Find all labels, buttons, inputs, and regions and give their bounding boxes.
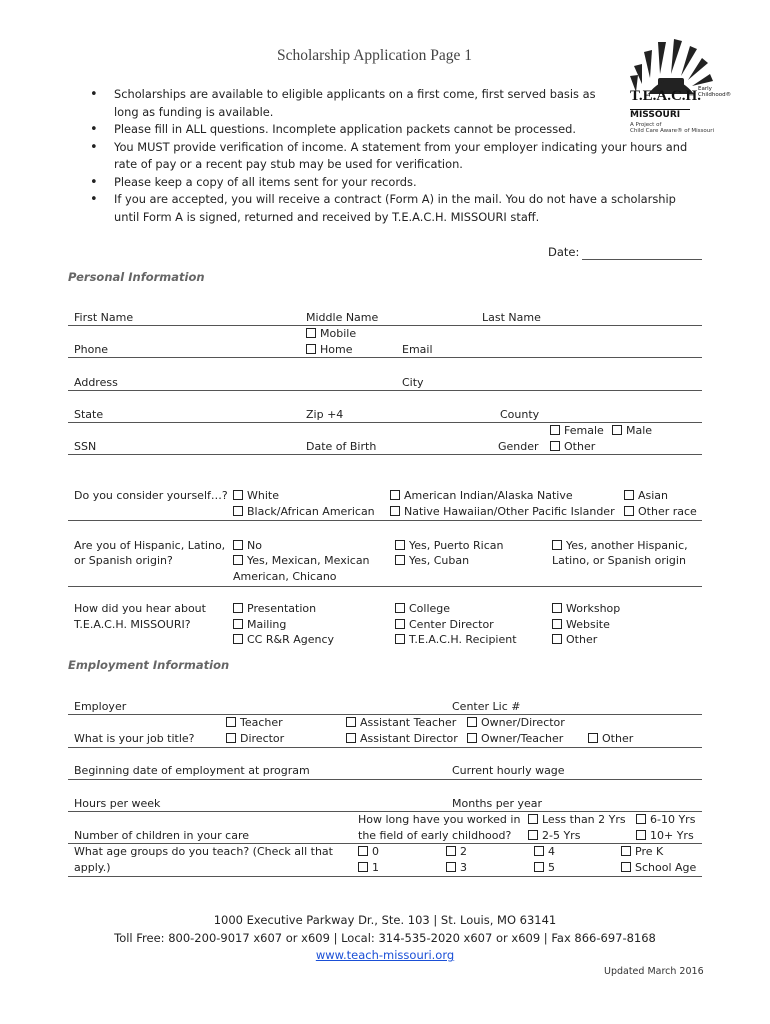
- race-question: Do you consider yourself…?: [74, 489, 228, 502]
- instruction-item: • You MUST provide verification of income. A statement from your employer indicating your hours and rate of pay or a recent pay stub may be used for verification.: [90, 139, 700, 174]
- gender-other-checkbox[interactable]: Other: [550, 440, 595, 453]
- job-title-row-line: [68, 747, 702, 748]
- pre-k-checkbox[interactable]: Pre K: [621, 845, 663, 858]
- employer-row-line[interactable]: [68, 714, 702, 715]
- hours-week-label: Hours per week: [74, 797, 161, 810]
- city-label: City: [402, 376, 424, 389]
- hispanic-cuban-checkbox[interactable]: Yes, Cuban: [395, 554, 469, 567]
- employment-info-heading: Employment Information: [68, 658, 230, 672]
- hispanic-another-checkbox[interactable]: Yes, another Hispanic,: [552, 539, 688, 552]
- age-4-checkbox[interactable]: 4: [534, 845, 555, 858]
- assistant-director-checkbox[interactable]: Assistant Director: [346, 732, 458, 745]
- how-long-question-2: the field of early childhood?: [358, 829, 512, 842]
- hispanic-mexican-checkbox[interactable]: Yes, Mexican, Mexican: [233, 554, 370, 567]
- teach-recipient-checkbox[interactable]: T.E.A.C.H. Recipient: [395, 633, 517, 646]
- job-title-label: What is your job title?: [74, 732, 195, 745]
- age-groups-question-1: What age groups do you teach? (Check all that: [74, 845, 333, 858]
- state-label: State: [74, 408, 104, 421]
- last-name-label: Last Name: [482, 311, 541, 324]
- name-row-line[interactable]: [68, 325, 702, 326]
- first-name-label: First Name: [74, 311, 134, 324]
- logo-tagline-1: A Project of: [630, 122, 662, 128]
- how-long-question-1: How long have you worked in: [358, 813, 521, 826]
- 6-10-yrs-checkbox[interactable]: 6-10 Yrs: [636, 813, 695, 826]
- ssn-row-line[interactable]: [68, 454, 702, 455]
- website-link[interactable]: www.teach-missouri.org: [315, 948, 455, 962]
- age-0-checkbox[interactable]: 0: [358, 845, 379, 858]
- 10-plus-yrs-checkbox[interactable]: 10+ Yrs: [636, 829, 694, 842]
- footer-address: 1000 Executive Parkway Dr., Ste. 103 | St. Louis, MO 63141: [213, 913, 557, 927]
- num-children-label: Number of children in your care: [74, 829, 250, 842]
- age-2-checkbox[interactable]: 2: [446, 845, 467, 858]
- logo-superscript: Early Childhood®: [698, 86, 732, 98]
- female-checkbox[interactable]: Female: [550, 424, 604, 437]
- center-director-checkbox[interactable]: Center Director: [395, 618, 494, 631]
- school-age-checkbox[interactable]: School Age: [621, 861, 696, 874]
- date-field[interactable]: [582, 259, 702, 260]
- footer-phones: Toll Free: 800-200-9017 x607 or x609 | Local: 314-535-2020 x607 or x609 | Fax 866-697-8168: [114, 931, 656, 945]
- white-checkbox[interactable]: White: [233, 489, 279, 502]
- instructions-list: [90, 86, 700, 226]
- owner-teacher-checkbox[interactable]: Owner/Teacher: [467, 732, 563, 745]
- begin-date-row-line[interactable]: [68, 779, 702, 780]
- ssn-label: SSN: [74, 440, 97, 453]
- hispanic-question-2: or Spanish origin?: [74, 554, 173, 567]
- hispanic-another-cont: Latino, or Spanish origin: [552, 554, 686, 567]
- hear-question-1: How did you hear about: [74, 602, 206, 615]
- middle-name-label: Middle Name: [306, 311, 379, 324]
- instruction-item: • Please keep a copy of all items sent for your records.: [90, 174, 700, 192]
- owner-director-checkbox[interactable]: Owner/Director: [467, 716, 565, 729]
- male-checkbox[interactable]: Male: [612, 424, 652, 437]
- updated-date: Updated March 2016: [604, 966, 704, 977]
- instruction-item: • Scholarships are available to eligible applicants on a first come, first served basis as long as funding is available.: [90, 86, 619, 121]
- college-checkbox[interactable]: College: [395, 602, 450, 615]
- director-checkbox[interactable]: Director: [226, 732, 284, 745]
- logo-name: T.E.A.C.H.: [630, 88, 701, 104]
- hispanic-question-1: Are you of Hispanic, Latino,: [74, 539, 226, 552]
- hispanic-row-line: [68, 586, 702, 587]
- hourly-wage-label: Current hourly wage: [452, 764, 565, 777]
- hispanic-mexican-cont: American, Chicano: [233, 570, 337, 583]
- hispanic-puerto-rican-checkbox[interactable]: Yes, Puerto Rican: [395, 539, 503, 552]
- center-lic-label: Center Lic #: [452, 700, 521, 713]
- mobile-checkbox[interactable]: Mobile: [306, 327, 356, 340]
- mailing-checkbox[interactable]: Mailing: [233, 618, 286, 631]
- begin-date-label: Beginning date of employment at program: [74, 764, 310, 777]
- state-row-line[interactable]: [68, 422, 702, 423]
- zip-label: Zip +4: [306, 408, 344, 421]
- less-2-yrs-checkbox[interactable]: Less than 2 Yrs: [528, 813, 626, 826]
- home-checkbox[interactable]: Home: [306, 343, 352, 356]
- 2-5-yrs-checkbox[interactable]: 2-5 Yrs: [528, 829, 580, 842]
- instruction-item: • Please fill in ALL questions. Incomplete application packets cannot be processed.: [90, 121, 700, 139]
- hear-question-2: T.E.A.C.H. MISSOURI?: [74, 618, 191, 631]
- workshop-checkbox[interactable]: Workshop: [552, 602, 620, 615]
- hawaiian-checkbox[interactable]: Native Hawaiian/Other Pacific Islander: [390, 505, 615, 518]
- teacher-checkbox[interactable]: Teacher: [226, 716, 283, 729]
- website-checkbox[interactable]: Website: [552, 618, 610, 631]
- employer-label: Employer: [74, 700, 127, 713]
- job-other-checkbox[interactable]: Other: [588, 732, 633, 745]
- county-label: County: [500, 408, 540, 421]
- phone-label: Phone: [74, 343, 109, 356]
- asian-checkbox[interactable]: Asian: [624, 489, 668, 502]
- ccrr-checkbox[interactable]: CC R&R Agency: [233, 633, 334, 646]
- age-3-checkbox[interactable]: 3: [446, 861, 467, 874]
- age-5-checkbox[interactable]: 5: [534, 861, 555, 874]
- assistant-teacher-checkbox[interactable]: Assistant Teacher: [346, 716, 456, 729]
- date-label: Date:: [548, 245, 580, 259]
- logo-state: MISSOURI: [630, 110, 681, 120]
- hispanic-no-checkbox[interactable]: No: [233, 539, 262, 552]
- hear-other-checkbox[interactable]: Other: [552, 633, 597, 646]
- black-checkbox[interactable]: Black/African American: [233, 505, 375, 518]
- age-groups-row-line: [68, 876, 702, 877]
- american-indian-checkbox[interactable]: American Indian/Alaska Native: [390, 489, 573, 502]
- age-1-checkbox[interactable]: 1: [358, 861, 379, 874]
- months-year-label: Months per year: [452, 797, 543, 810]
- presentation-checkbox[interactable]: Presentation: [233, 602, 316, 615]
- page-title: Scholarship Application Page 1: [277, 47, 473, 64]
- hours-row-line[interactable]: [68, 811, 702, 812]
- other-race-checkbox[interactable]: Other race: [624, 505, 697, 518]
- email-label: Email: [402, 343, 433, 356]
- instruction-item: • If you are accepted, you will receive a contract (Form A) in the mail. You do not have a scholarship until Form A is signed, returned and received by T.E.A.C.H. MISSOURI staff.: [90, 191, 700, 226]
- age-groups-question-2: apply.): [74, 861, 111, 874]
- phone-row-line[interactable]: [68, 357, 702, 358]
- gender-label: Gender: [498, 440, 539, 453]
- race-row-line: [68, 520, 702, 521]
- address-row-line[interactable]: [68, 390, 702, 391]
- address-label: Address: [74, 376, 118, 389]
- dob-label: Date of Birth: [306, 440, 377, 453]
- personal-info-heading: Personal Information: [68, 270, 205, 284]
- logo-tagline-2: Child Care Aware® of Missouri: [630, 128, 714, 134]
- children-row-line[interactable]: [68, 843, 702, 844]
